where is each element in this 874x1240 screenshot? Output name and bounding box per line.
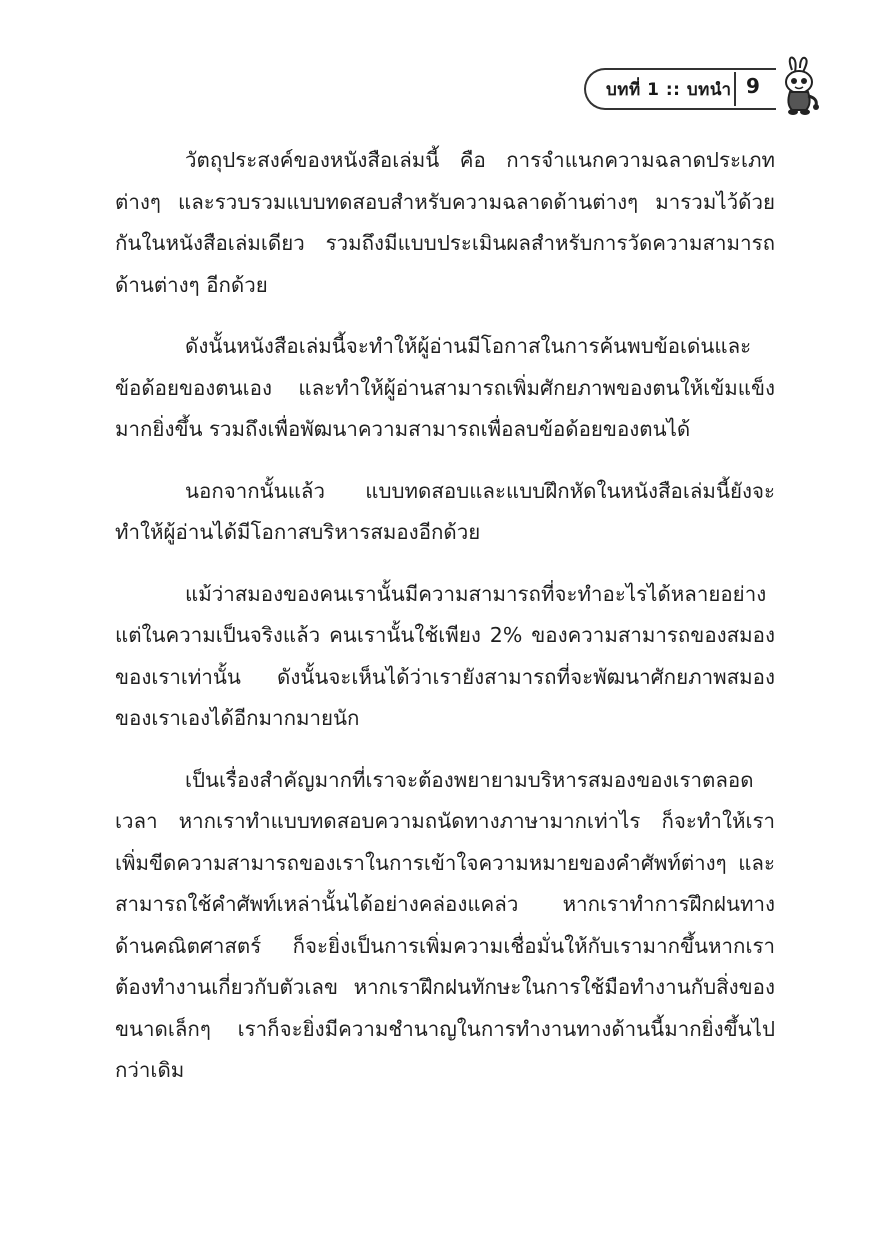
paragraph: เป็นเรื่องสำคัญมากที่เราจะต้องพยายามบริหารสมองของเราตลอดเวลา หากเราทำแบบทดสอบความถนัดทางภาษามากเท่าไร ก็จะทำให้เราเพิ่มขีดความสามารถของเราในการเข้าใจความหมายของคำศัพท์ต่างๆ และสามารถใช้คำศัพท์เหล่านั้นได้อย่างคล่องแคล่ว หากเราทำการฝึกฝนทางด้านคณิตศาสตร์ ก็จะยิ่งเป็นการเพิ่มความเชื่อมั่นให้กับเรามากขึ้นหากเราต้องทำงานเกี่ยวกับตัวเลข หากเราฝึกฝนทักษะในการใช้มือทำงานกับสิ่งของขนาดเล็กๆ เราก็จะยิ่งมีความชำนาญในการทำงานทางด้านนี้มากยิ่งขึ้นไปกว่าเดิม: [115, 767, 775, 1082]
page-header: [584, 68, 824, 112]
paragraph: วัตถุประสงค์ของหนังสือเล่มนี้ คือ การจำแนกความฉลาดประเภทต่างๆ และรวบรวมแบบทดสอบสำหรับความฉลาดด้านต่างๆ มารวมไว้ด้วยกันในหนังสือเล่มเดียว รวมถึงมีแบบประเมินผลสำหรับการวัดความสามารถด้านต่างๆ อีกด้วย: [115, 148, 775, 297]
page-number: 9: [746, 74, 760, 98]
paragraph: ดังนั้นหนังสือเล่มนี้จะทำให้ผู้อ่านมีโอกาสในการค้นพบข้อเด่นและข้อด้อยของตนเอง และทำให้ผู้อ่านสามารถเพิ่มศักยภาพของตนให้เข้มแข็งมากยิ่งขึ้น รวมถึงเพื่อพัฒนาความสามารถเพื่อลบข้อด้อยของตนได้: [115, 334, 775, 441]
paragraph: นอกจากนั้นแล้ว แบบทดสอบและแบบฝึกหัดในหนังสือเล่มนี้ยังจะทำให้ผู้อ่านได้มีโอกาสบริหารสมองอีกด้วย: [115, 478, 775, 544]
body-content: [115, 140, 775, 1112]
chapter-title: บทที่ 1 :: บทนำ: [606, 80, 732, 100]
header-divider: [734, 72, 736, 106]
paragraph: แม้ว่าสมองของคนเรานั้นมีความสามารถที่จะทำอะไรได้หลายอย่าง แต่ในความเป็นจริงแล้ว คนเรานั้นใช้เพียง 2% ของความสามารถของสมองของเราเท่านั้น ดังนั้นจะเห็นได้ว่าเรายังสามารถที่จะพัฒนาศักยภาพสมองของเราเองได้อีกมากมายนัก: [115, 581, 775, 730]
cartoon-character-icon: [778, 56, 822, 116]
